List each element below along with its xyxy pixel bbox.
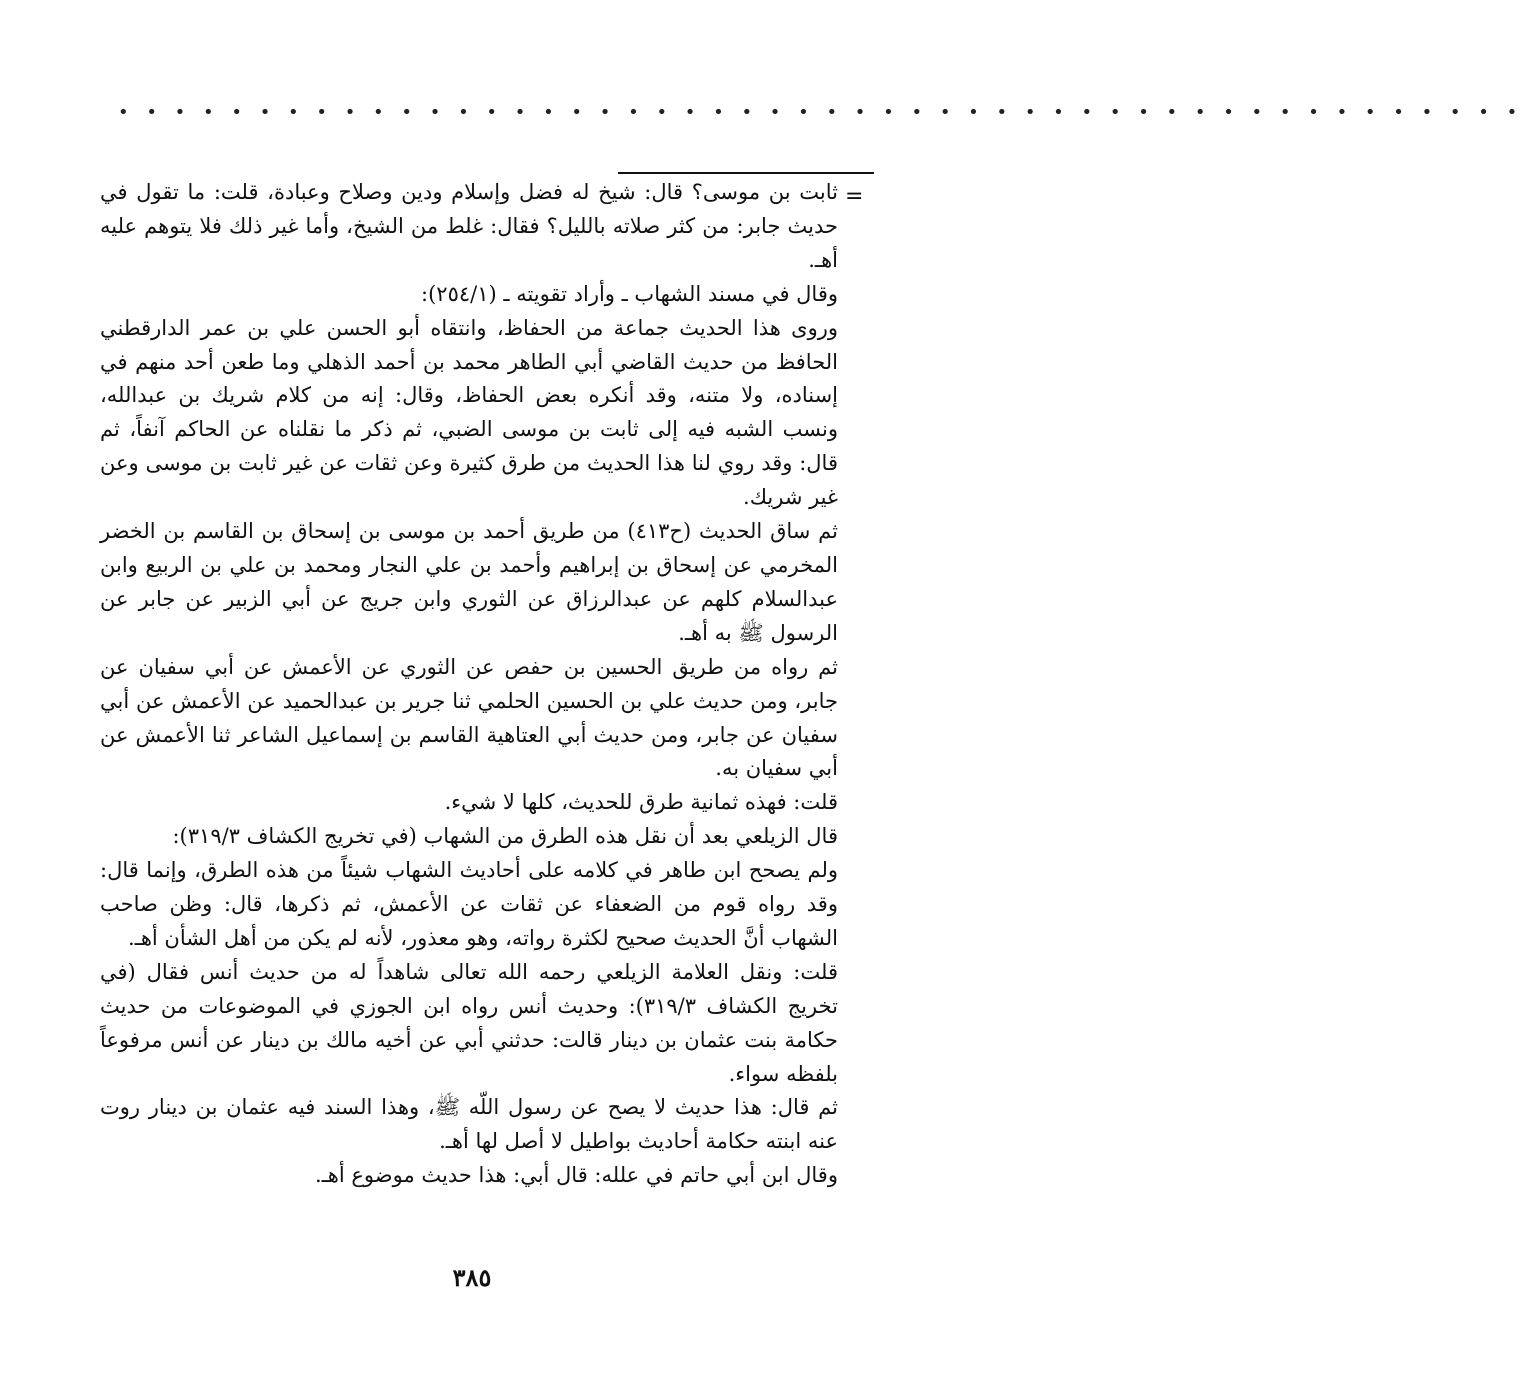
- paragraph: قلت: ونقل العلامة الزيلعي رحمه الله تعالى شاهداً له من حديث أنس فقال (في تخريج الكشاف ٣١٩/٣): وحديث أنس رواه ابن الجوزي في الموضوعات من حديث حكامة بنت عثمان بن دينار قالت: حدثني أبي عن أخيه مالك بن دينار عن أنس مرفوعاً بلفظه سواء.: [100, 959, 838, 1086]
- paragraph: ثابت بن موسى؟ قال: شيخ له فضل وإسلام ودين وصلاح وعبادة، قلت: ما تقول في حديث جابر: من كثر صلاته بالليل؟ فقال: غلط من الشيخ، وأما غير ذلك فلا يتوهم عليه أهـ.: [100, 180, 838, 272]
- page-number: ٣٨٥: [452, 1263, 492, 1292]
- paragraph: وروى هذا الحديث جماعة من الحفاظ، وانتقاه أبو الحسن علي بن عمر الدارقطني الحافظ من حديث القاضي أبي الطاهر محمد بن أحمد الذهلي وما طعن أحد منهم في إسناده، ولا متنه، وقد أنكره بعض الحفاظ، وقال: إنه من كلام شريك بن عبدالله، ونسب الشبه فيه إلى ثابت بن موسى الضبي، ثم ذكر ما نقلناه عن الحاكم آنفاً، ثم قال: وقد روي لنا هذا الحديث من طرق كثيرة وعن ثقات عن غير ثابت بن موسى وعن غير شريك.: [100, 315, 838, 510]
- footnote-rule: [618, 172, 874, 174]
- paragraph: ثم رواه من طريق الحسين بن حفص عن الثوري عن الأعمش عن أبي سفيان عن جابر، ومن حديث علي بن الحسين الحلمي ثنا جرير بن عبدالحميد عن الأعمش عن أبي سفيان عن جابر، ومن حديث أبي العتاهية القاسم بن إسماعيل الشاعر ثنا الأعمش عن أبي سفيان به.: [100, 654, 838, 781]
- paragraph: قال الزيلعي بعد أن نقل هذه الطرق من الشهاب (في تخريج الكشاف ٣١٩/٣):: [172, 824, 838, 849]
- paragraph: وقال ابن أبي حاتم في علله: قال أبي: هذا حديث موضوع أهـ.: [314, 1163, 838, 1188]
- paragraph: ثم ساق الحديث (ح٤١٣) من طريق أحمد بن موسى بن إسحاق بن القاسم بن الخضر المخرمي عن إسحاق بن إبراهيم وأحمد بن علي النجار ومحمد بن علي بن الربيع وابن عبدالسلام كلهم عن عبدالرزاق عن الثوري وابن جريج عن أبي الزبير عن جابر عن الرسول ﷺ به أهـ.: [100, 519, 838, 645]
- footnote-body: [100, 176, 838, 1193]
- header-dotted-separator: • • • • • • • • • • • • • • • • • • • • • • • • • • • • • • • • • • • • • • • • • • • • • • • • • •: [118, 102, 1523, 123]
- paragraph: ولم يصحح ابن طاهر في كلامه على أحاديث الشهاب شيئاً من هذه الطرق، وإنما قال: وقد رواه قوم من الضعفاء عن ثقات عن الأعمش، ثم ذكرها، قال: وظن صاحب الشهاب أنَّ الحديث صحيح لكثرة رواته، وهو معذور، لأنه لم يكن من أهل الشأن أهـ.: [100, 858, 838, 950]
- paragraph: وقال في مسند الشهاب ـ وأراد تقويته ـ (٢٥٤/١):: [421, 281, 838, 306]
- continuation-mark: =: [845, 184, 864, 209]
- paragraph: قلت: فهذه ثمانية طرق للحديث، كلها لا شيء.: [444, 790, 838, 815]
- paragraph: ثم قال: هذا حديث لا يصح عن رسول اللّه ﷺ، وهذا السند فيه عثمان بن دينار روت عنه ابنته حكامة أحاديث بواطيل لا أصل لها أهـ.: [100, 1095, 838, 1154]
